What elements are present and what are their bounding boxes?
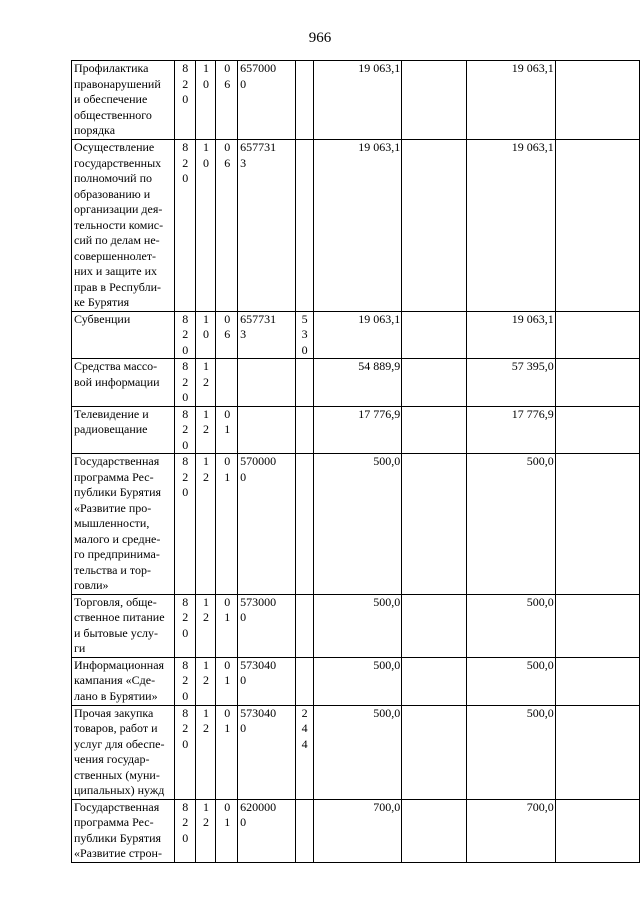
empty-cell	[402, 705, 467, 799]
subsection-code: 0 1	[216, 594, 238, 657]
amount-year-2: 500,0	[466, 705, 555, 799]
amount-year-1: 500,0	[313, 454, 402, 595]
section-code: 1 2	[195, 406, 216, 454]
expense-type-code	[295, 61, 313, 140]
amount-year-1: 17 776,9	[313, 406, 402, 454]
expense-type-code	[295, 594, 313, 657]
grbs-code: 8 2 0	[174, 311, 195, 359]
target-article-code: 657000 0	[238, 61, 296, 140]
target-article-code: 573040 0	[238, 657, 296, 705]
section-code: 1 2	[195, 657, 216, 705]
row-name: Государственная программа Рес- публики Бурятия «Развитие строн-	[72, 799, 175, 862]
subsection-code: 0 1	[216, 657, 238, 705]
expense-type-code	[295, 657, 313, 705]
amount-year-2: 500,0	[466, 657, 555, 705]
amount-year-1: 19 063,1	[313, 140, 402, 312]
target-article-code: 620000 0	[238, 799, 296, 862]
section-code: 1 0	[195, 61, 216, 140]
table-row	[72, 594, 640, 657]
table-row	[72, 359, 640, 407]
empty-cell	[402, 454, 467, 595]
target-article-code: 573040 0	[238, 705, 296, 799]
empty-cell	[555, 705, 639, 799]
expense-type-code: 5 3 0	[295, 311, 313, 359]
empty-cell	[402, 799, 467, 862]
subsection-code	[216, 359, 238, 407]
expense-type-code: 2 4 4	[295, 705, 313, 799]
expense-type-code	[295, 799, 313, 862]
grbs-code: 8 2 0	[174, 359, 195, 407]
section-code: 1 2	[195, 705, 216, 799]
row-name: Профилактика правонарушений и обеспечение общественного порядка	[72, 61, 175, 140]
amount-year-1: 54 889,9	[313, 359, 402, 407]
amount-year-2: 700,0	[466, 799, 555, 862]
empty-cell	[402, 406, 467, 454]
target-article-code: 570000 0	[238, 454, 296, 595]
empty-cell	[555, 140, 639, 312]
grbs-code: 8 2 0	[174, 594, 195, 657]
section-code: 1 2	[195, 454, 216, 595]
table-row	[72, 799, 640, 862]
amount-year-2: 500,0	[466, 594, 555, 657]
empty-cell	[555, 359, 639, 407]
row-name: Информационная кампания «Сде- лано в Бурятии»	[72, 657, 175, 705]
amount-year-1: 700,0	[313, 799, 402, 862]
row-name: Торговля, обще- ственное питание и бытовые услу- ги	[72, 594, 175, 657]
amount-year-2: 19 063,1	[466, 61, 555, 140]
amount-year-2: 19 063,1	[466, 311, 555, 359]
amount-year-2: 17 776,9	[466, 406, 555, 454]
row-name: Средства массо- вой информации	[72, 359, 175, 407]
grbs-code: 8 2 0	[174, 657, 195, 705]
empty-cell	[555, 594, 639, 657]
expense-type-code	[295, 359, 313, 407]
subsection-code: 0 1	[216, 454, 238, 595]
empty-cell	[402, 311, 467, 359]
expense-type-code	[295, 140, 313, 312]
empty-cell	[555, 406, 639, 454]
target-article-code	[238, 406, 296, 454]
subsection-code: 0 6	[216, 140, 238, 312]
section-code: 1 2	[195, 594, 216, 657]
section-code: 1 2	[195, 799, 216, 862]
table-row	[72, 657, 640, 705]
target-article-code: 657731 3	[238, 311, 296, 359]
row-name: Телевидение и радиовещание	[72, 406, 175, 454]
row-name: Прочая закупка товаров, работ и услуг для обеспе- чения государ- ственных (муни- ципальных) нужд	[72, 705, 175, 799]
subsection-code: 0 1	[216, 705, 238, 799]
row-name: Субвенции	[72, 311, 175, 359]
grbs-code: 8 2 0	[174, 705, 195, 799]
grbs-code: 8 2 0	[174, 140, 195, 312]
table-row	[72, 311, 640, 359]
empty-cell	[555, 311, 639, 359]
amount-year-1: 19 063,1	[313, 61, 402, 140]
table-row	[72, 705, 640, 799]
row-name: Осуществление государственных полномочий по образованию и организации дея- тельности комис- сий по делам не- совершеннолет- них и защите их прав в Республи- ке Бурятия	[72, 140, 175, 312]
empty-cell	[555, 61, 639, 140]
table-body	[72, 61, 640, 863]
amount-year-2: 500,0	[466, 454, 555, 595]
grbs-code: 8 2 0	[174, 454, 195, 595]
amount-year-1: 500,0	[313, 705, 402, 799]
grbs-code: 8 2 0	[174, 799, 195, 862]
section-code: 1 0	[195, 311, 216, 359]
empty-cell	[402, 594, 467, 657]
table-row	[72, 61, 640, 140]
subsection-code: 0 6	[216, 311, 238, 359]
table-row	[72, 454, 640, 595]
amount-year-1: 19 063,1	[313, 311, 402, 359]
amount-year-2: 19 063,1	[466, 140, 555, 312]
empty-cell	[402, 61, 467, 140]
grbs-code: 8 2 0	[174, 61, 195, 140]
empty-cell	[555, 454, 639, 595]
amount-year-1: 500,0	[313, 657, 402, 705]
target-article-code: 657731 3	[238, 140, 296, 312]
amount-year-1: 500,0	[313, 594, 402, 657]
empty-cell	[402, 657, 467, 705]
amount-year-2: 57 395,0	[466, 359, 555, 407]
table-row	[72, 406, 640, 454]
expense-type-code	[295, 454, 313, 595]
empty-cell	[555, 799, 639, 862]
empty-cell	[402, 140, 467, 312]
section-code: 1 0	[195, 140, 216, 312]
subsection-code: 0 1	[216, 406, 238, 454]
table-row	[72, 140, 640, 312]
subsection-code: 0 1	[216, 799, 238, 862]
subsection-code: 0 6	[216, 61, 238, 140]
grbs-code: 8 2 0	[174, 406, 195, 454]
page-number: 966	[308, 30, 332, 46]
empty-cell	[402, 359, 467, 407]
budget-table	[71, 60, 640, 863]
section-code: 1 2	[195, 359, 216, 407]
empty-cell	[555, 657, 639, 705]
expense-type-code	[295, 406, 313, 454]
target-article-code	[238, 359, 296, 407]
target-article-code: 573000 0	[238, 594, 296, 657]
row-name: Государственная программа Рес- публики Бурятия «Развитие про- мышленности, малого и средне- го предпринима- тельства и тор- говли»	[72, 454, 175, 595]
